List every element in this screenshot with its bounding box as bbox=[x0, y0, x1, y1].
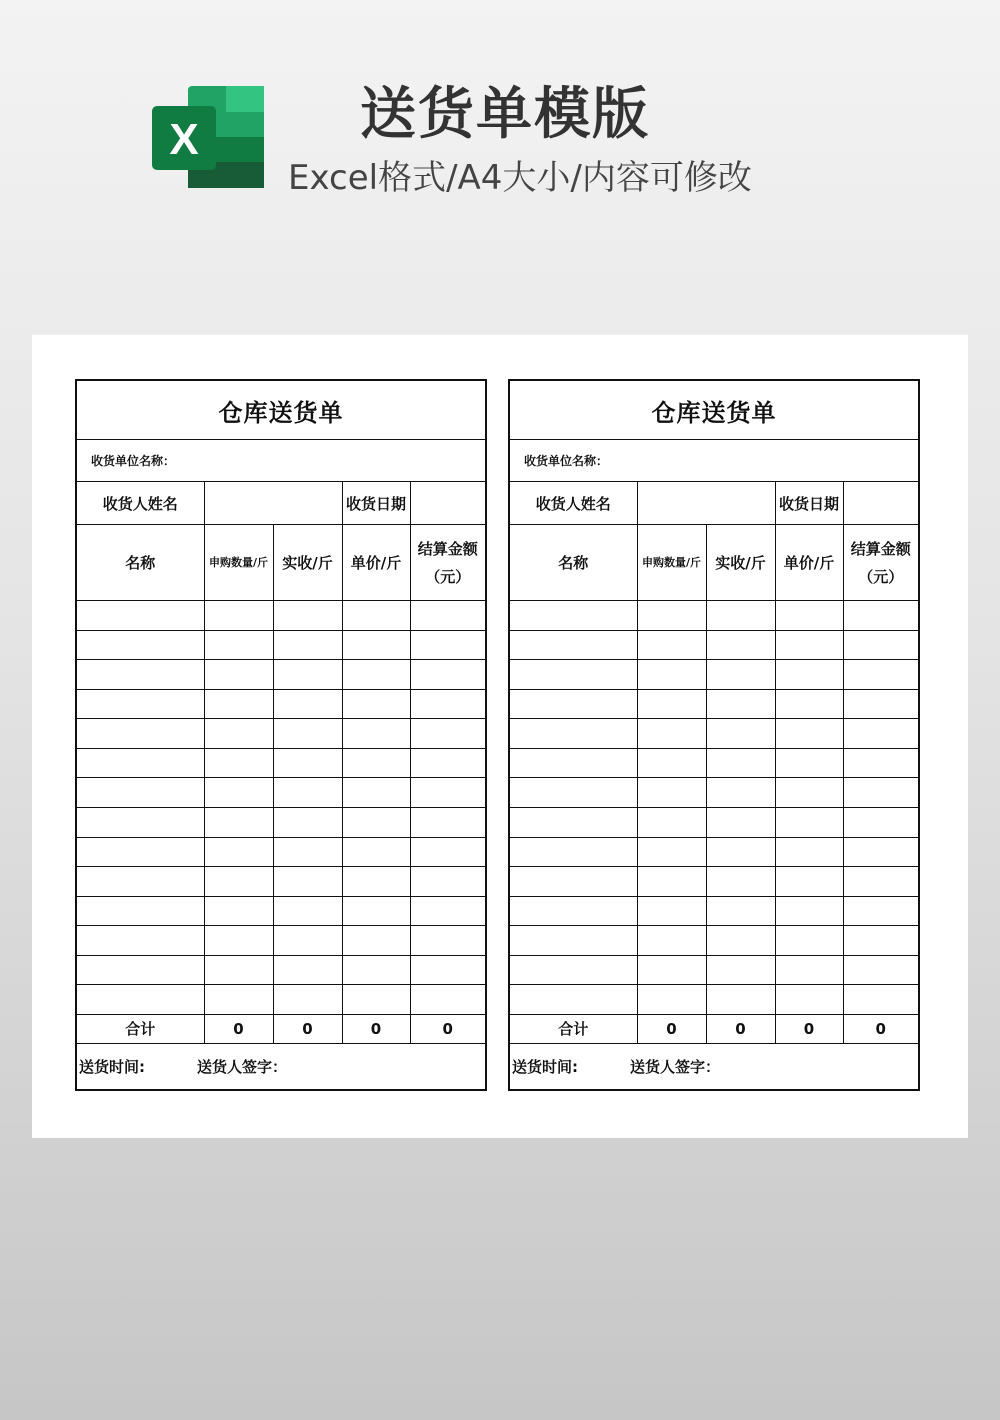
table-cell[interactable] bbox=[342, 896, 410, 926]
table-cell[interactable] bbox=[843, 748, 919, 778]
total-value: 0 bbox=[775, 1014, 843, 1043]
table-cell[interactable] bbox=[637, 660, 706, 690]
table-cell[interactable] bbox=[775, 926, 843, 956]
table-row bbox=[76, 867, 486, 897]
total-row bbox=[76, 1014, 486, 1043]
table-row bbox=[76, 896, 486, 926]
table-cell[interactable] bbox=[342, 955, 410, 985]
table-cell[interactable] bbox=[410, 837, 486, 867]
table-cell[interactable] bbox=[775, 660, 843, 690]
table-cell[interactable] bbox=[204, 985, 273, 1015]
table-cell[interactable] bbox=[342, 778, 410, 808]
logo-letter: X bbox=[169, 115, 199, 164]
table-cell[interactable] bbox=[706, 601, 775, 631]
delivery-time-label: 送货时间: bbox=[512, 1057, 578, 1076]
table-cell[interactable] bbox=[509, 689, 637, 719]
table-cell[interactable] bbox=[843, 926, 919, 956]
table-cell[interactable] bbox=[273, 867, 342, 897]
table-cell[interactable] bbox=[342, 719, 410, 749]
table-cell[interactable] bbox=[843, 955, 919, 985]
table-row bbox=[509, 601, 919, 631]
table-cell[interactable] bbox=[843, 985, 919, 1015]
table-cell[interactable] bbox=[273, 719, 342, 749]
table-cell[interactable] bbox=[775, 955, 843, 985]
table-row bbox=[76, 955, 486, 985]
table-cell[interactable] bbox=[509, 985, 637, 1015]
receive-date-cell[interactable] bbox=[410, 482, 486, 525]
table-row bbox=[76, 660, 486, 690]
receiver-unit-field[interactable] bbox=[76, 440, 486, 482]
table-row bbox=[76, 778, 486, 808]
table-cell[interactable] bbox=[204, 748, 273, 778]
receiver-name-label: 收货人姓名 bbox=[509, 482, 637, 525]
table-cell[interactable] bbox=[637, 689, 706, 719]
table-cell[interactable] bbox=[509, 837, 637, 867]
receiver-name-cell[interactable] bbox=[204, 482, 342, 525]
table-cell[interactable] bbox=[509, 896, 637, 926]
form-title: 仓库送货单 bbox=[76, 380, 486, 440]
table-cell[interactable] bbox=[273, 837, 342, 867]
table-cell[interactable] bbox=[204, 630, 273, 660]
table-cell[interactable] bbox=[509, 601, 637, 631]
column-header: 名称 bbox=[76, 525, 204, 601]
table-cell[interactable] bbox=[410, 689, 486, 719]
table-row bbox=[509, 837, 919, 867]
table-cell[interactable] bbox=[76, 689, 204, 719]
table-cell[interactable] bbox=[843, 778, 919, 808]
table-cell[interactable] bbox=[410, 926, 486, 956]
table-cell[interactable] bbox=[76, 807, 204, 837]
table-row bbox=[509, 630, 919, 660]
table-cell[interactable] bbox=[342, 867, 410, 897]
table-cell[interactable] bbox=[342, 689, 410, 719]
table-cell[interactable] bbox=[843, 630, 919, 660]
table-cell[interactable] bbox=[410, 985, 486, 1015]
table-row bbox=[76, 601, 486, 631]
table-cell[interactable] bbox=[410, 630, 486, 660]
table-cell[interactable] bbox=[273, 955, 342, 985]
table-cell[interactable] bbox=[76, 748, 204, 778]
table-row bbox=[76, 630, 486, 660]
table-row bbox=[509, 778, 919, 808]
column-header: 单价/斤 bbox=[775, 525, 843, 601]
table-cell[interactable] bbox=[204, 837, 273, 867]
table-row bbox=[509, 867, 919, 897]
table-cell[interactable] bbox=[843, 689, 919, 719]
table-cell[interactable] bbox=[509, 748, 637, 778]
table-cell[interactable] bbox=[706, 748, 775, 778]
table-cell[interactable] bbox=[637, 837, 706, 867]
table-cell[interactable] bbox=[706, 807, 775, 837]
table-cell[interactable] bbox=[706, 660, 775, 690]
table-cell[interactable] bbox=[410, 748, 486, 778]
table-cell[interactable] bbox=[273, 896, 342, 926]
receiver-name-cell[interactable] bbox=[637, 482, 775, 525]
table-cell[interactable] bbox=[410, 601, 486, 631]
table-cell[interactable] bbox=[76, 896, 204, 926]
table-cell[interactable] bbox=[342, 985, 410, 1015]
table-cell[interactable] bbox=[273, 601, 342, 631]
deliverer-sign-label: 送货人签字： bbox=[197, 1057, 288, 1076]
total-label: 合计 bbox=[509, 1014, 637, 1043]
table-cell[interactable] bbox=[706, 689, 775, 719]
table-cell[interactable] bbox=[706, 955, 775, 985]
total-value: 0 bbox=[273, 1014, 342, 1043]
table-cell[interactable] bbox=[637, 807, 706, 837]
table-cell[interactable] bbox=[342, 630, 410, 660]
table-cell[interactable] bbox=[204, 778, 273, 808]
table-row bbox=[76, 985, 486, 1015]
table-cell[interactable] bbox=[273, 926, 342, 956]
table-cell[interactable] bbox=[204, 660, 273, 690]
table-cell[interactable] bbox=[637, 955, 706, 985]
banner bbox=[0, 0, 1000, 300]
table-row bbox=[509, 660, 919, 690]
document-sheet bbox=[32, 335, 968, 1138]
table-cell[interactable] bbox=[342, 660, 410, 690]
table-cell[interactable] bbox=[775, 601, 843, 631]
column-header: 实收/斤 bbox=[273, 525, 342, 601]
table-cell[interactable] bbox=[204, 896, 273, 926]
table-cell[interactable] bbox=[273, 778, 342, 808]
table-cell[interactable] bbox=[273, 748, 342, 778]
table-cell[interactable] bbox=[637, 748, 706, 778]
table-cell[interactable] bbox=[843, 807, 919, 837]
table-cell[interactable] bbox=[706, 719, 775, 749]
column-header: 申购数量/斤 bbox=[637, 525, 706, 601]
table-cell[interactable] bbox=[509, 660, 637, 690]
column-header: 申购数量/斤 bbox=[204, 525, 273, 601]
table-cell[interactable] bbox=[843, 896, 919, 926]
form-footer bbox=[76, 1043, 486, 1090]
table-cell[interactable] bbox=[775, 837, 843, 867]
receiver-name-label: 收货人姓名 bbox=[76, 482, 204, 525]
table-cell[interactable] bbox=[76, 955, 204, 985]
column-header: 单价/斤 bbox=[342, 525, 410, 601]
table-cell[interactable] bbox=[342, 807, 410, 837]
table-cell[interactable] bbox=[76, 837, 204, 867]
table-cell[interactable] bbox=[273, 630, 342, 660]
table-cell[interactable] bbox=[204, 867, 273, 897]
table-cell[interactable] bbox=[509, 807, 637, 837]
table-cell[interactable] bbox=[273, 807, 342, 837]
table-cell[interactable] bbox=[509, 630, 637, 660]
column-header: 结算金额（元） bbox=[843, 525, 919, 601]
table-cell[interactable] bbox=[410, 778, 486, 808]
table-cell[interactable] bbox=[843, 660, 919, 690]
table-cell[interactable] bbox=[410, 955, 486, 985]
table-row bbox=[509, 689, 919, 719]
table-cell[interactable] bbox=[509, 955, 637, 985]
total-value: 0 bbox=[637, 1014, 706, 1043]
table-cell[interactable] bbox=[76, 630, 204, 660]
delivery-time-label: 送货时间: bbox=[79, 1057, 145, 1076]
table-cell[interactable] bbox=[706, 630, 775, 660]
table-row bbox=[76, 926, 486, 956]
table-row bbox=[509, 748, 919, 778]
table-cell[interactable] bbox=[204, 955, 273, 985]
page-title: 送货单模版 bbox=[360, 82, 650, 147]
table-cell[interactable] bbox=[342, 837, 410, 867]
table-cell[interactable] bbox=[637, 601, 706, 631]
table-row bbox=[76, 748, 486, 778]
delivery-form bbox=[75, 379, 487, 1091]
table-cell[interactable] bbox=[706, 778, 775, 808]
table-row bbox=[76, 689, 486, 719]
total-value: 0 bbox=[706, 1014, 775, 1043]
table-cell[interactable] bbox=[410, 719, 486, 749]
table-row bbox=[509, 955, 919, 985]
table-row bbox=[76, 837, 486, 867]
table-cell[interactable] bbox=[204, 926, 273, 956]
table-cell[interactable] bbox=[509, 867, 637, 897]
table-cell[interactable] bbox=[204, 601, 273, 631]
table-cell[interactable] bbox=[843, 867, 919, 897]
table-cell[interactable] bbox=[76, 985, 204, 1015]
table-row bbox=[509, 985, 919, 1015]
table-row bbox=[76, 807, 486, 837]
table-row bbox=[509, 926, 919, 956]
table-cell[interactable] bbox=[76, 719, 204, 749]
table-cell[interactable] bbox=[637, 630, 706, 660]
table-cell[interactable] bbox=[76, 660, 204, 690]
excel-logo-icon bbox=[152, 86, 264, 188]
total-value: 0 bbox=[204, 1014, 273, 1043]
table-cell[interactable] bbox=[76, 926, 204, 956]
table-cell[interactable] bbox=[706, 867, 775, 897]
table-cell[interactable] bbox=[775, 807, 843, 837]
table-cell[interactable] bbox=[509, 719, 637, 749]
table-cell[interactable] bbox=[637, 867, 706, 897]
form-footer bbox=[509, 1043, 919, 1090]
table-cell[interactable] bbox=[637, 719, 706, 749]
table-cell[interactable] bbox=[775, 985, 843, 1015]
table-cell[interactable] bbox=[76, 601, 204, 631]
table-cell[interactable] bbox=[509, 926, 637, 956]
table-cell[interactable] bbox=[273, 689, 342, 719]
total-row bbox=[509, 1014, 919, 1043]
table-cell[interactable] bbox=[843, 719, 919, 749]
table-cell[interactable] bbox=[637, 926, 706, 956]
table-cell[interactable] bbox=[410, 807, 486, 837]
receive-date-label: 收货日期 bbox=[775, 482, 843, 525]
table-cell[interactable] bbox=[410, 660, 486, 690]
table-cell[interactable] bbox=[273, 985, 342, 1015]
table-cell[interactable] bbox=[775, 896, 843, 926]
table-row bbox=[509, 896, 919, 926]
table-cell[interactable] bbox=[273, 660, 342, 690]
total-value: 0 bbox=[843, 1014, 919, 1043]
column-header: 名称 bbox=[509, 525, 637, 601]
table-cell[interactable] bbox=[410, 896, 486, 926]
table-cell[interactable] bbox=[637, 778, 706, 808]
total-value: 0 bbox=[342, 1014, 410, 1043]
table-cell[interactable] bbox=[204, 807, 273, 837]
form-title: 仓库送货单 bbox=[509, 380, 919, 440]
table-cell[interactable] bbox=[775, 719, 843, 749]
receiver-unit-field[interactable] bbox=[509, 440, 919, 482]
table-row bbox=[509, 807, 919, 837]
table-cell[interactable] bbox=[706, 985, 775, 1015]
column-header: 实收/斤 bbox=[706, 525, 775, 601]
table-row bbox=[509, 719, 919, 749]
table-cell[interactable] bbox=[204, 719, 273, 749]
receive-date-cell[interactable] bbox=[843, 482, 919, 525]
table-cell[interactable] bbox=[775, 778, 843, 808]
table-cell[interactable] bbox=[342, 748, 410, 778]
table-cell[interactable] bbox=[775, 630, 843, 660]
table-cell[interactable] bbox=[410, 867, 486, 897]
table-cell[interactable] bbox=[706, 837, 775, 867]
delivery-form bbox=[508, 379, 920, 1091]
table-row bbox=[76, 719, 486, 749]
table-cell[interactable] bbox=[76, 867, 204, 897]
table-cell[interactable] bbox=[775, 748, 843, 778]
table-cell[interactable] bbox=[342, 926, 410, 956]
table-cell[interactable] bbox=[775, 867, 843, 897]
page-subtitle: Excel格式/A4大小/内容可修改 bbox=[288, 158, 752, 198]
table-cell[interactable] bbox=[637, 896, 706, 926]
table-cell[interactable] bbox=[775, 689, 843, 719]
table-cell[interactable] bbox=[706, 926, 775, 956]
total-value: 0 bbox=[410, 1014, 486, 1043]
total-label: 合计 bbox=[76, 1014, 204, 1043]
table-cell[interactable] bbox=[706, 896, 775, 926]
table-cell[interactable] bbox=[637, 985, 706, 1015]
receiver-unit-label: 收货单位名称： bbox=[91, 454, 176, 469]
column-header: 结算金额（元） bbox=[410, 525, 486, 601]
deliverer-sign-label: 送货人签字： bbox=[630, 1057, 721, 1076]
receive-date-label: 收货日期 bbox=[342, 482, 410, 525]
table-cell[interactable] bbox=[76, 778, 204, 808]
table-cell[interactable] bbox=[342, 601, 410, 631]
table-cell[interactable] bbox=[509, 778, 637, 808]
receiver-unit-label: 收货单位名称： bbox=[524, 454, 609, 469]
table-cell[interactable] bbox=[843, 601, 919, 631]
table-cell[interactable] bbox=[204, 689, 273, 719]
table-cell[interactable] bbox=[843, 837, 919, 867]
